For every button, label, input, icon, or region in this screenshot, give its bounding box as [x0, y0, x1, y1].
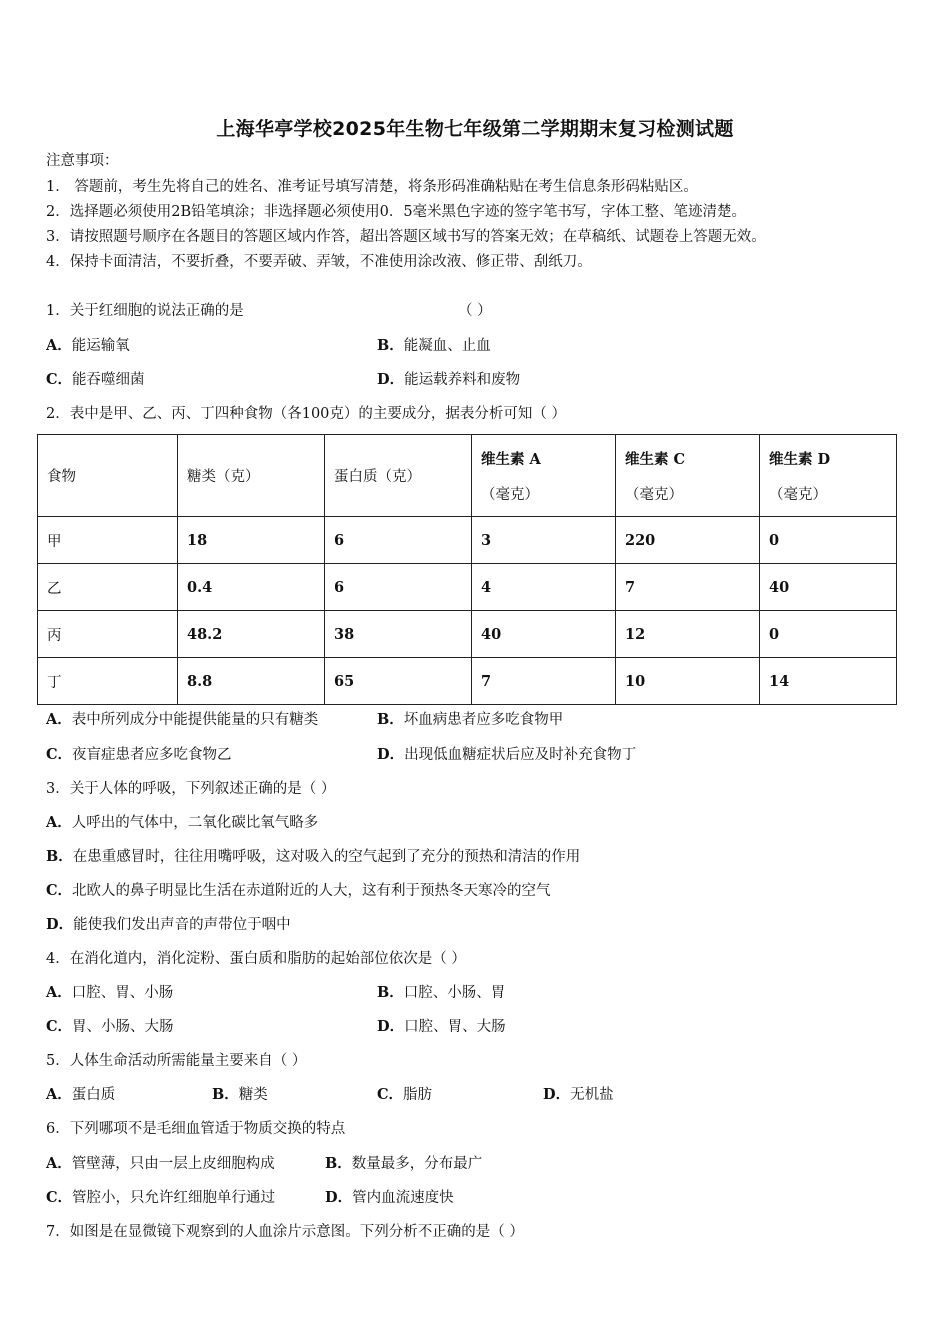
table-cell: 7	[472, 658, 616, 705]
option-letter: B．	[377, 711, 404, 728]
option-letter: B．	[325, 1155, 352, 1172]
question-2-option-d[interactable]	[377, 745, 636, 765]
option-text: 出现低血糖症状后应及时补充食物丁	[404, 747, 637, 763]
table-cell: 12	[616, 611, 760, 658]
question-3-stem: 3．关于人体的呼吸，下列叙述正确的是（ ）	[46, 781, 336, 797]
question-3-option-b[interactable]	[46, 847, 580, 867]
table-cell: 乙	[38, 564, 178, 611]
table-cell: 40	[472, 611, 616, 658]
option-letter: D．	[543, 1086, 571, 1103]
table-header-cell: 维生素 D （毫克）	[760, 435, 897, 517]
question-2-option-a[interactable]	[46, 710, 318, 730]
option-text: 脂肪	[403, 1087, 433, 1103]
option-letter: A．	[46, 1155, 72, 1172]
table-cell: 18	[178, 517, 325, 564]
option-letter: B．	[212, 1086, 239, 1103]
table-cell: 4	[472, 564, 616, 611]
question-4-option-b[interactable]	[377, 983, 505, 1003]
option-text: 数量最多，分布最广	[351, 1156, 483, 1172]
question-1-option-d[interactable]	[377, 370, 520, 390]
table-cell: 丙	[38, 611, 178, 658]
question-2-option-b[interactable]	[377, 710, 563, 730]
question-5-option-b[interactable]	[212, 1085, 268, 1105]
table-cell: 丁	[38, 658, 178, 705]
option-letter: C．	[46, 1189, 73, 1206]
notice-heading: 注意事项：	[46, 153, 119, 169]
question-6-option-d[interactable]	[325, 1188, 454, 1208]
option-text: 能使我们发出声音的声带位于咽中	[73, 917, 291, 933]
question-1-bracket: （ ）	[458, 303, 492, 319]
table-cell: 65	[325, 658, 472, 705]
notice-item: 2．选择题必须使用2B铅笔填涂；非选择题必须使用0．5毫米黑色字迹的签字笔书写，字体工整、笔迹清楚。	[46, 204, 747, 220]
table-cell: 甲	[38, 517, 178, 564]
option-letter: A．	[46, 814, 72, 831]
option-text: 管壁薄，只由一层上皮细胞构成	[71, 1156, 275, 1172]
table-cell: 40	[760, 564, 897, 611]
page-title: 上海华亭学校2025年生物七年级第二学期期末复习检测试题	[216, 118, 734, 140]
question-4-option-d[interactable]	[377, 1017, 506, 1037]
table-row	[38, 611, 897, 658]
table-row	[38, 517, 897, 564]
question-2-stem: 2．表中是甲、乙、丙、丁四种食物（各100克）的主要成分，据表分析可知（ ）	[46, 406, 567, 422]
notice-item: 4．保持卡面清洁，不要折叠，不要弄破、弄皱，不准使用涂改液、修正带、刮纸刀。	[46, 254, 592, 270]
question-7-stem: 7．如图是在显微镜下观察到的人血涂片示意图。下列分析不正确的是（ ）	[46, 1224, 524, 1240]
option-letter: C．	[46, 1018, 73, 1035]
option-letter: D．	[377, 371, 405, 388]
option-text: 能凝血、止血	[403, 338, 491, 354]
table-cell: 10	[616, 658, 760, 705]
option-letter: B．	[377, 337, 404, 354]
table-cell: 6	[325, 564, 472, 611]
option-letter: A．	[46, 711, 72, 728]
option-text: 北欧人的鼻子明显比生活在赤道附近的人大，这有利于预热冬天寒冷的空气	[72, 883, 551, 899]
option-text: 能运输氧	[71, 338, 130, 354]
question-5-stem: 5．人体生命活动所需能量主要来自（ ）	[46, 1053, 307, 1069]
table-header-cell: 食物	[38, 435, 178, 517]
question-3-option-c[interactable]	[46, 881, 551, 901]
option-text: 口腔、小肠、胃	[403, 985, 506, 1001]
option-letter: B．	[377, 984, 404, 1001]
option-text: 能运载养料和废物	[404, 372, 521, 388]
question-5-option-a[interactable]	[46, 1085, 115, 1105]
option-letter: D．	[377, 746, 405, 763]
question-6-option-c[interactable]	[46, 1188, 275, 1208]
question-6-option-b[interactable]	[325, 1154, 482, 1174]
option-letter: B．	[46, 848, 73, 865]
table-cell: 3	[472, 517, 616, 564]
option-letter: C．	[46, 882, 73, 899]
option-letter: C．	[377, 1086, 404, 1103]
question-5-option-d[interactable]	[543, 1085, 614, 1105]
option-text: 人呼出的气体中，二氧化碳比氧气略多	[71, 815, 319, 831]
option-text: 在患重感冒时，往往用嘴呼吸，这对吸入的空气起到了充分的预热和清洁的作用	[72, 849, 581, 865]
question-1-stem: 1．关于红细胞的说法正确的是	[46, 303, 244, 319]
notice-item: 3．请按照题号顺序在各题目的答题区域内作答，超出答题区域书写的答案无效；在草稿纸、试题卷上答题无效。	[46, 229, 766, 245]
question-3-option-d[interactable]	[46, 915, 291, 935]
table-cell: 14	[760, 658, 897, 705]
table-header-row	[38, 435, 897, 517]
option-letter: D．	[377, 1018, 405, 1035]
question-5-option-c[interactable]	[377, 1085, 432, 1105]
option-text: 能吞噬细菌	[72, 372, 145, 388]
table-header-cell: 维生素 C （毫克）	[616, 435, 760, 517]
option-text: 无机盐	[570, 1087, 614, 1103]
option-text: 管内血流速度快	[352, 1190, 454, 1206]
question-4-stem: 4．在消化道内，消化淀粉、蛋白质和脂肪的起始部位依次是（ ）	[46, 951, 466, 967]
table-row	[38, 564, 897, 611]
table-header-cell: 维生素 A （毫克）	[472, 435, 616, 517]
table-cell: 6	[325, 517, 472, 564]
question-4-option-a[interactable]	[46, 983, 173, 1003]
question-1-option-b[interactable]	[377, 336, 491, 356]
table-cell: 7	[616, 564, 760, 611]
question-2-option-c[interactable]	[46, 745, 232, 765]
option-letter: D．	[325, 1189, 353, 1206]
option-text: 夜盲症患者应多吃食物乙	[72, 747, 232, 763]
option-text: 胃、小肠、大肠	[72, 1019, 174, 1035]
table-header-cell: 蛋白质（克）	[325, 435, 472, 517]
table-cell: 8.8	[178, 658, 325, 705]
option-letter: C．	[46, 746, 73, 763]
option-text: 表中所列成分中能提供能量的只有糖类	[71, 712, 319, 728]
table-row	[38, 658, 897, 705]
option-text: 口腔、胃、小肠	[71, 985, 174, 1001]
table-cell: 220	[616, 517, 760, 564]
option-letter: A．	[46, 1086, 72, 1103]
question-4-option-c[interactable]	[46, 1017, 174, 1037]
table-cell: 0.4	[178, 564, 325, 611]
question-3-option-a[interactable]	[46, 813, 318, 833]
option-letter: D．	[46, 916, 74, 933]
food-composition-table	[37, 434, 897, 705]
table-cell: 38	[325, 611, 472, 658]
option-letter: C．	[46, 371, 73, 388]
option-letter: A．	[46, 984, 72, 1001]
notice-item: 1． 答题前，考生先将自己的姓名、准考证号填写清楚，将条形码准确粘贴在考生信息条形码粘贴区。	[46, 179, 698, 195]
table-cell: 0	[760, 611, 897, 658]
option-text: 坏血病患者应多吃食物甲	[403, 712, 564, 728]
option-text: 口腔、胃、大肠	[404, 1019, 506, 1035]
option-text: 蛋白质	[71, 1087, 116, 1103]
question-1-option-c[interactable]	[46, 370, 145, 390]
question-6-option-a[interactable]	[46, 1154, 275, 1174]
option-letter: A．	[46, 337, 72, 354]
question-1-option-a[interactable]	[46, 336, 130, 356]
option-text: 管腔小，只允许红细胞单行通过	[72, 1190, 276, 1206]
table-cell: 48.2	[178, 611, 325, 658]
table-cell: 0	[760, 517, 897, 564]
option-text: 糖类	[238, 1087, 268, 1103]
question-6-stem: 6．下列哪项不是毛细血管适于物质交换的特点	[46, 1121, 346, 1137]
table-header-cell: 糖类（克）	[178, 435, 325, 517]
